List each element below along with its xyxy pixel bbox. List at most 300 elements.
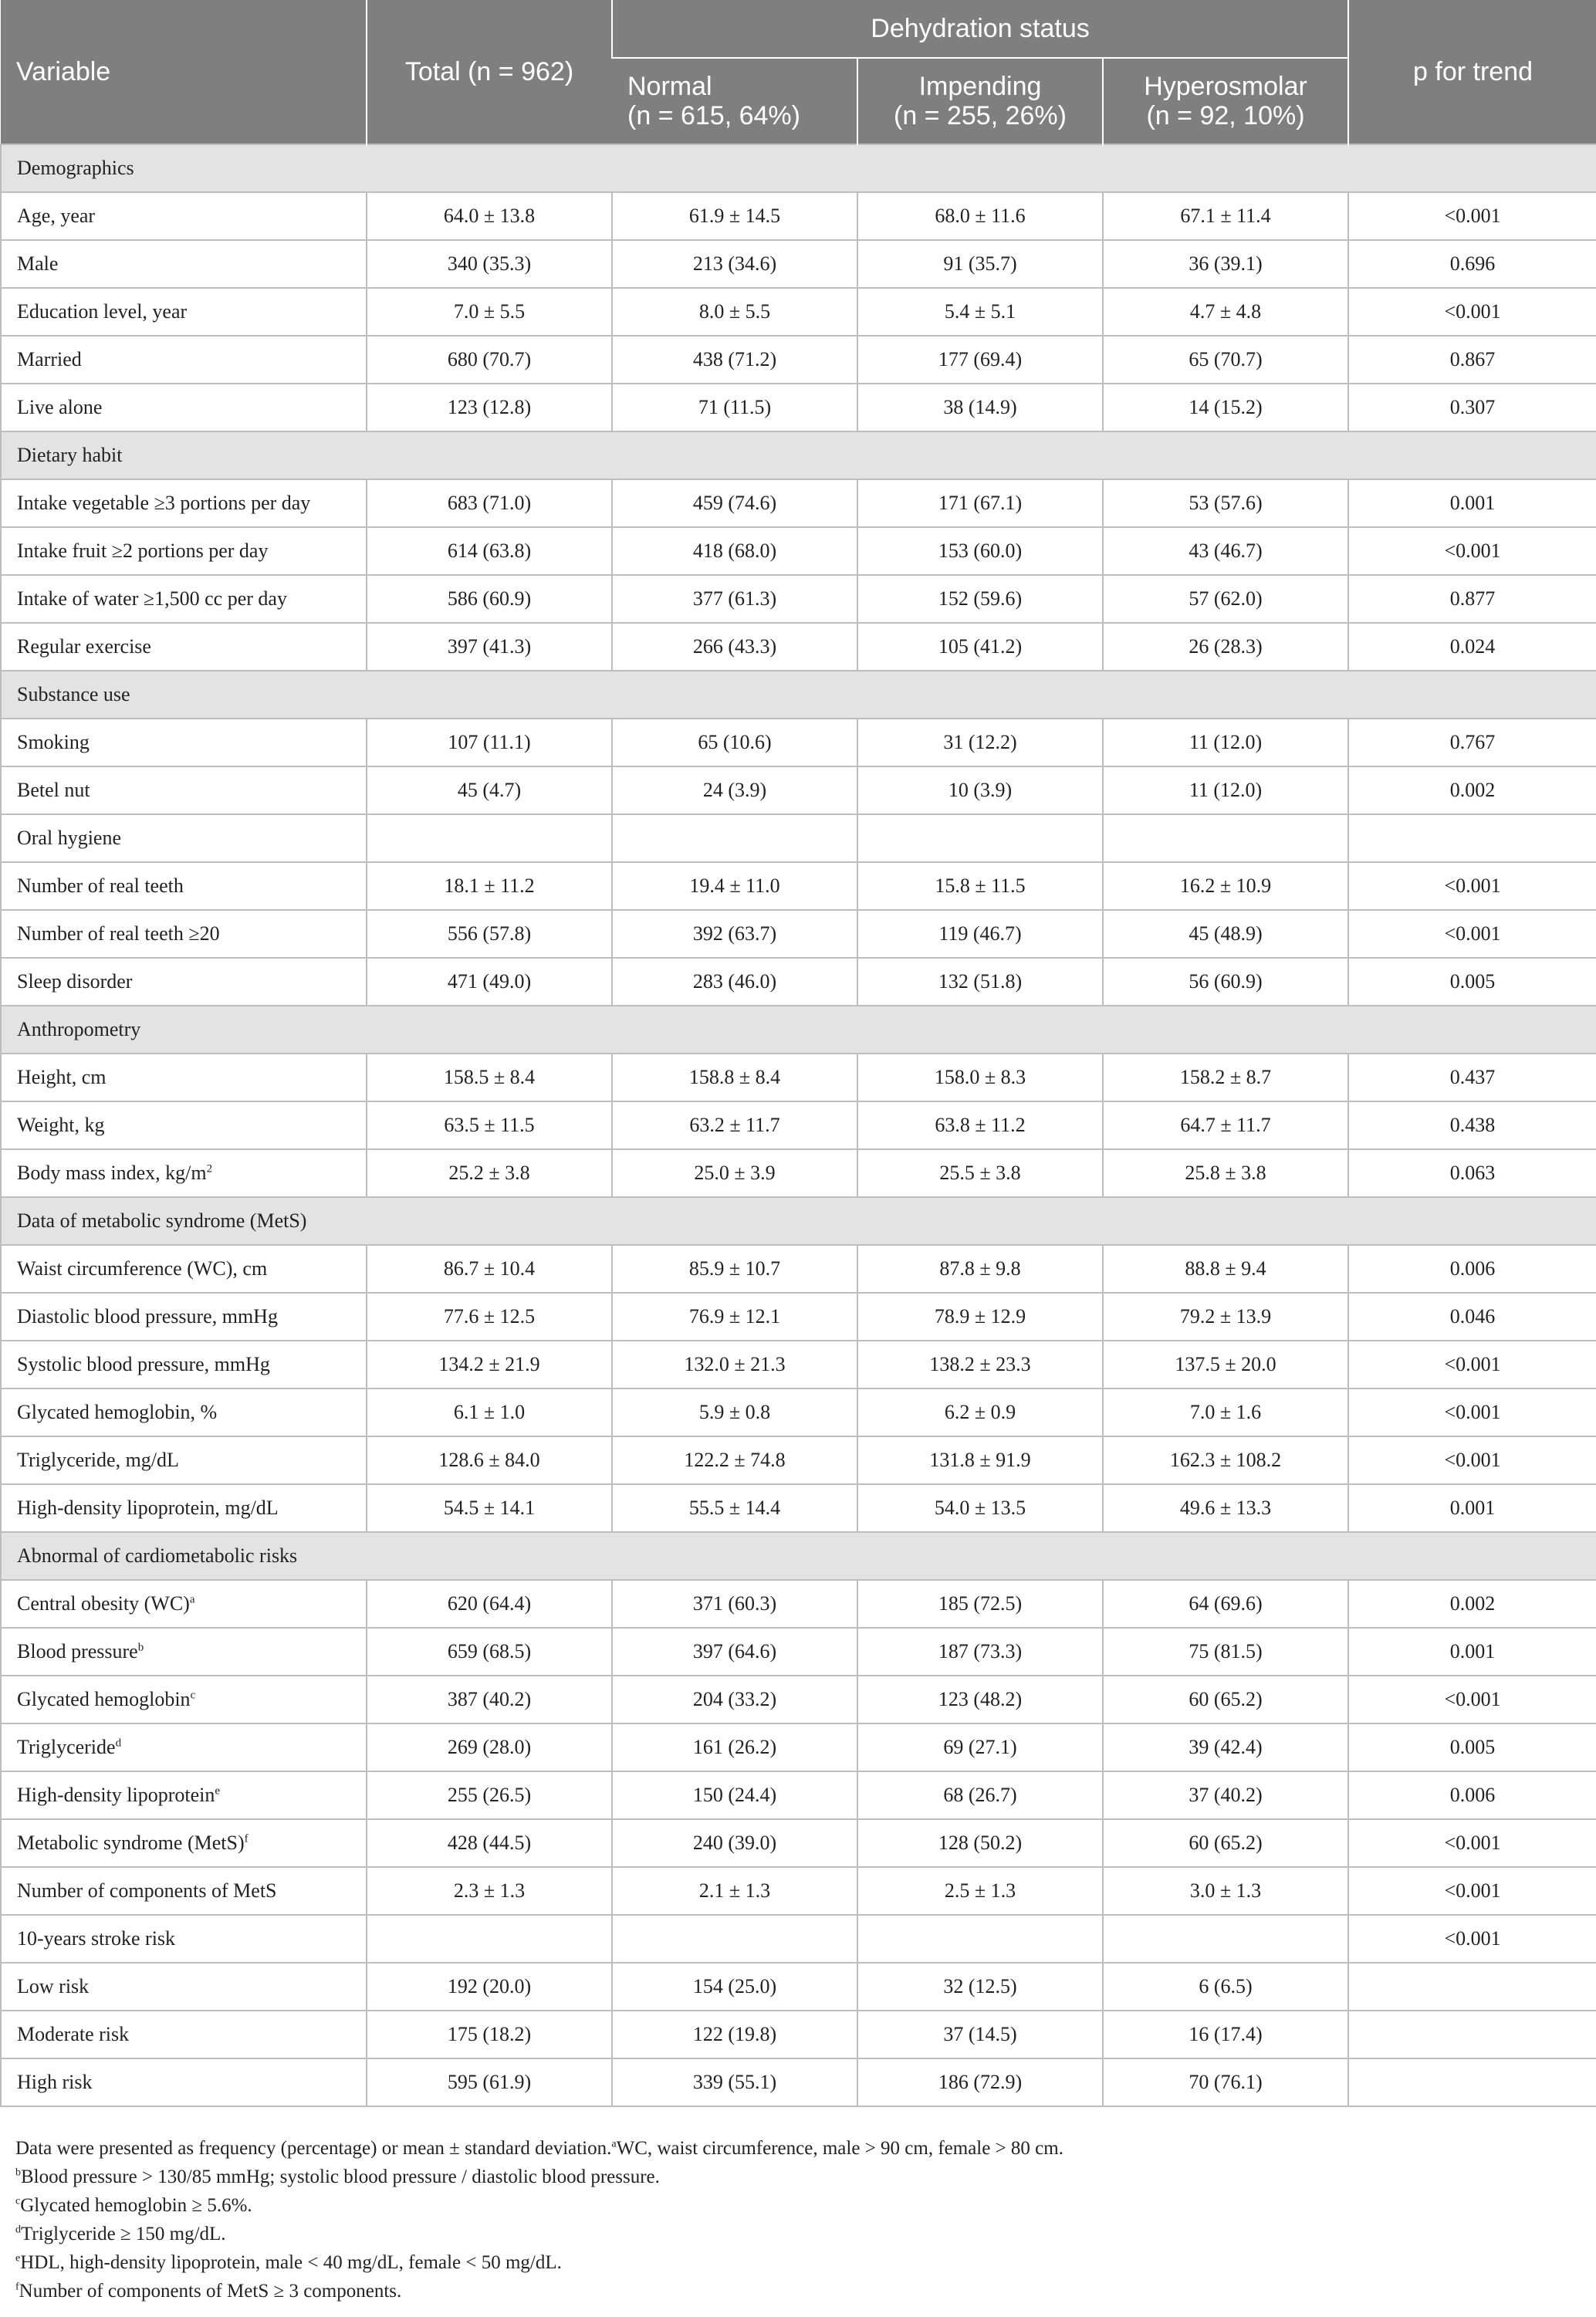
cell-p	[1348, 2058, 1596, 2106]
cell-impending: 78.9 ± 12.9	[857, 1293, 1103, 1341]
cell-p: <0.001	[1348, 192, 1596, 240]
cell-normal: 204 (33.2)	[612, 1676, 857, 1723]
row-label-text: Glycated hemoglobin, %	[17, 1401, 218, 1423]
table-row	[1, 910, 1596, 958]
table-row	[1, 1771, 1596, 1819]
header-total-text: Total (n = 962)	[404, 57, 574, 86]
cell-hyper: 14 (15.2)	[1103, 384, 1348, 431]
cell-total: 471 (49.0)	[367, 958, 612, 1006]
table-row	[1, 479, 1596, 527]
row-label	[1, 1293, 367, 1341]
cell-impending: 123 (48.2)	[857, 1676, 1103, 1723]
footnote-text: Number of components of MetS ≥ 3 components.	[19, 2281, 402, 2302]
section-label: Data of metabolic syndrome (MetS)	[1, 1197, 1596, 1245]
row-label-text: High-density lipoprotein	[17, 1784, 215, 1806]
cell-total: 107 (11.1)	[367, 719, 612, 766]
cell-hyper: 64 (69.6)	[1103, 1580, 1348, 1628]
cell-hyper: 49.6 ± 13.3	[1103, 1484, 1348, 1532]
section-row	[1, 431, 1596, 479]
cell-total: 18.1 ± 11.2	[367, 862, 612, 910]
row-label-text: Systolic blood pressure, mmHg	[17, 1353, 270, 1375]
header-variable: Variable	[1, 0, 367, 144]
table-row	[1, 1963, 1596, 2011]
table-row	[1, 240, 1596, 288]
cell-normal: 418 (68.0)	[612, 527, 857, 575]
row-label-text: Central obesity (WC)	[17, 1592, 190, 1615]
cell-hyper: 60 (65.2)	[1103, 1819, 1348, 1867]
cell-hyper: 43 (46.7)	[1103, 527, 1348, 575]
cell-total: 86.7 ± 10.4	[367, 1245, 612, 1293]
cell-p: 0.696	[1348, 240, 1596, 288]
row-label-text: Number of real teeth ≥20	[17, 922, 220, 945]
cell-impending: 128 (50.2)	[857, 1819, 1103, 1867]
row-label	[1, 336, 367, 384]
table-row	[1, 1867, 1596, 1915]
table-body	[1, 144, 1596, 2106]
cell-impending: 105 (41.2)	[857, 623, 1103, 671]
row-label	[1, 1580, 367, 1628]
cell-p: 0.001	[1348, 479, 1596, 527]
cell-p: 0.002	[1348, 766, 1596, 814]
cell-impending: 171 (67.1)	[857, 479, 1103, 527]
header-total	[367, 0, 612, 144]
row-label-text: Moderate risk	[17, 2023, 130, 2045]
row-label	[1, 623, 367, 671]
table-row	[1, 2058, 1596, 2106]
cell-total: 595 (61.9)	[367, 2058, 612, 2106]
cell-impending: 187 (73.3)	[857, 1628, 1103, 1676]
row-label	[1, 958, 367, 1006]
cell-p	[1348, 2011, 1596, 2058]
row-label-text: Intake fruit ≥2 portions per day	[17, 540, 269, 562]
table-row	[1, 1293, 1596, 1341]
table-footnotes	[15, 2134, 1582, 2305]
cell-impending: 38 (14.9)	[857, 384, 1103, 431]
row-label-text: Male	[17, 252, 59, 275]
row-label	[1, 814, 367, 862]
cell-normal: 150 (24.4)	[612, 1771, 857, 1819]
footnote	[15, 2248, 1582, 2277]
table-row	[1, 1389, 1596, 1436]
cell-hyper	[1103, 814, 1348, 862]
cell-impending: 177 (69.4)	[857, 336, 1103, 384]
header-normal-line1: Normal	[627, 72, 712, 101]
cell-p: <0.001	[1348, 1341, 1596, 1389]
cell-impending: 54.0 ± 13.5	[857, 1484, 1103, 1532]
cell-hyper: 75 (81.5)	[1103, 1628, 1348, 1676]
footnote-marker: a	[611, 2138, 617, 2150]
row-label-text: Low risk	[17, 1975, 90, 1997]
cell-total: 54.5 ± 14.1	[367, 1484, 612, 1532]
cell-total: 387 (40.2)	[367, 1676, 612, 1723]
cell-impending	[857, 814, 1103, 862]
cell-impending: 138.2 ± 23.3	[857, 1341, 1103, 1389]
table-row	[1, 719, 1596, 766]
footnote-text: Data were presented as frequency (percentage) or mean ± standard deviation.	[15, 2138, 612, 2159]
cell-normal: 154 (25.0)	[612, 1963, 857, 2011]
cell-impending: 132 (51.8)	[857, 958, 1103, 1006]
row-label	[1, 479, 367, 527]
cell-p: <0.001	[1348, 1867, 1596, 1915]
cell-impending: 186 (72.9)	[857, 2058, 1103, 2106]
table-row	[1, 1819, 1596, 1867]
row-label	[1, 1484, 367, 1532]
footnote-marker: d	[15, 2224, 21, 2236]
cell-impending: 68.0 ± 11.6	[857, 192, 1103, 240]
cell-normal: 65 (10.6)	[612, 719, 857, 766]
cell-normal: 266 (43.3)	[612, 623, 857, 671]
cell-total: 683 (71.0)	[367, 479, 612, 527]
table-row	[1, 1676, 1596, 1723]
cell-total: 269 (28.0)	[367, 1723, 612, 1771]
row-label	[1, 1867, 367, 1915]
cell-normal: 161 (26.2)	[612, 1723, 857, 1771]
cell-hyper: 53 (57.6)	[1103, 479, 1348, 527]
cell-p: 0.006	[1348, 1771, 1596, 1819]
cell-p: 0.437	[1348, 1054, 1596, 1101]
cell-p: 0.005	[1348, 958, 1596, 1006]
row-label-text: Glycated hemoglobin	[17, 1688, 191, 1710]
row-label	[1, 1245, 367, 1293]
row-label	[1, 2011, 367, 2058]
table-row	[1, 1341, 1596, 1389]
row-label	[1, 1771, 367, 1819]
cell-impending: 37 (14.5)	[857, 2011, 1103, 2058]
cell-impending: 152 (59.6)	[857, 575, 1103, 623]
cell-impending: 10 (3.9)	[857, 766, 1103, 814]
cell-normal: 240 (39.0)	[612, 1819, 857, 1867]
cell-total: 556 (57.8)	[367, 910, 612, 958]
cell-p	[1348, 814, 1596, 862]
footnote-marker: f	[244, 1832, 249, 1845]
cell-total: 659 (68.5)	[367, 1628, 612, 1676]
cell-normal: 339 (55.1)	[612, 2058, 857, 2106]
cell-normal: 283 (46.0)	[612, 958, 857, 1006]
cell-total: 175 (18.2)	[367, 2011, 612, 2058]
table-row	[1, 1723, 1596, 1771]
section-row	[1, 144, 1596, 192]
footnote	[15, 2277, 1582, 2305]
table-row	[1, 1484, 1596, 1532]
cell-normal: 5.9 ± 0.8	[612, 1389, 857, 1436]
cell-total: 6.1 ± 1.0	[367, 1389, 612, 1436]
cell-p: 0.307	[1348, 384, 1596, 431]
row-label	[1, 1628, 367, 1676]
header-impending-line2: (n = 255, 26%)	[894, 101, 1067, 130]
table-row	[1, 958, 1596, 1006]
header-impending-line1: Impending	[918, 72, 1042, 101]
row-label-text: Intake of water ≥1,500 cc per day	[17, 587, 287, 610]
footnote-marker: d	[115, 1737, 122, 1750]
cell-impending: 15.8 ± 11.5	[857, 862, 1103, 910]
row-label	[1, 1676, 367, 1723]
row-label	[1, 766, 367, 814]
section-row	[1, 1532, 1596, 1580]
row-label-text: Regular exercise	[17, 635, 151, 658]
row-label	[1, 1723, 367, 1771]
row-label	[1, 527, 367, 575]
row-label-text: Betel nut	[17, 779, 90, 801]
table-row	[1, 1054, 1596, 1101]
cell-total	[367, 1915, 612, 1963]
footnote-text: Glycated hemoglobin ≥ 5.6%.	[20, 2195, 252, 2216]
cell-hyper: 11 (12.0)	[1103, 766, 1348, 814]
cell-total: 128.6 ± 84.0	[367, 1436, 612, 1484]
row-label	[1, 1389, 367, 1436]
cell-normal: 25.0 ± 3.9	[612, 1149, 857, 1197]
cell-hyper: 6 (6.5)	[1103, 1963, 1348, 2011]
cell-hyper: 36 (39.1)	[1103, 240, 1348, 288]
row-label-text: 10-years stroke risk	[17, 1927, 176, 1950]
header-hyperosmolar	[1103, 58, 1348, 144]
row-label-text: Weight, kg	[17, 1114, 105, 1136]
header-hyper-line2: (n = 92, 10%)	[1146, 101, 1305, 130]
cell-hyper: 37 (40.2)	[1103, 1771, 1348, 1819]
cell-p: <0.001	[1348, 288, 1596, 336]
row-label-text: High risk	[17, 2071, 93, 2093]
cell-total: 192 (20.0)	[367, 1963, 612, 2011]
row-label	[1, 1963, 367, 2011]
table-row	[1, 1245, 1596, 1293]
cell-hyper	[1103, 1915, 1348, 1963]
section-row	[1, 1006, 1596, 1054]
footnote-marker: f	[15, 2281, 19, 2293]
cell-hyper: 67.1 ± 11.4	[1103, 192, 1348, 240]
cell-p: 0.001	[1348, 1484, 1596, 1532]
cell-normal: 85.9 ± 10.7	[612, 1245, 857, 1293]
cell-hyper: 39 (42.4)	[1103, 1723, 1348, 1771]
cell-p: <0.001	[1348, 1819, 1596, 1867]
section-label: Dietary habit	[1, 431, 1596, 479]
cell-normal: 122 (19.8)	[612, 2011, 857, 2058]
cell-p: <0.001	[1348, 1436, 1596, 1484]
cell-normal: 132.0 ± 21.3	[612, 1341, 857, 1389]
row-label-text: High-density lipoprotein, mg/dL	[17, 1497, 279, 1519]
cell-hyper: 16 (17.4)	[1103, 2011, 1348, 2058]
header-normal-line2: (n = 615, 64%)	[627, 101, 800, 130]
footnote-marker: 2	[206, 1162, 213, 1175]
cell-p: 0.024	[1348, 623, 1596, 671]
cell-hyper: 88.8 ± 9.4	[1103, 1245, 1348, 1293]
cell-impending: 69 (27.1)	[857, 1723, 1103, 1771]
row-label-text: Metabolic syndrome (MetS)	[17, 1832, 245, 1854]
footnote-marker: e	[15, 2252, 21, 2265]
cell-p: <0.001	[1348, 1915, 1596, 1963]
cell-hyper: 162.3 ± 108.2	[1103, 1436, 1348, 1484]
cell-p: <0.001	[1348, 527, 1596, 575]
row-label-text: Sleep disorder	[17, 970, 133, 993]
row-label	[1, 862, 367, 910]
cell-normal: 55.5 ± 14.4	[612, 1484, 857, 1532]
table-header	[1, 0, 1596, 144]
cell-normal: 122.2 ± 74.8	[612, 1436, 857, 1484]
cell-hyper: 7.0 ± 1.6	[1103, 1389, 1348, 1436]
row-label	[1, 1819, 367, 1867]
table-row	[1, 1628, 1596, 1676]
cell-normal: 377 (61.3)	[612, 575, 857, 623]
row-label	[1, 910, 367, 958]
cell-total: 123 (12.8)	[367, 384, 612, 431]
cell-impending: 119 (46.7)	[857, 910, 1103, 958]
cell-total: 397 (41.3)	[367, 623, 612, 671]
cell-total: 25.2 ± 3.8	[367, 1149, 612, 1197]
cell-normal: 392 (63.7)	[612, 910, 857, 958]
footnote	[15, 2163, 1582, 2191]
cell-p: <0.001	[1348, 1389, 1596, 1436]
table-row	[1, 2011, 1596, 2058]
cell-impending: 25.5 ± 3.8	[857, 1149, 1103, 1197]
cell-p: 0.046	[1348, 1293, 1596, 1341]
section-row	[1, 671, 1596, 719]
cell-p: 0.005	[1348, 1723, 1596, 1771]
cell-hyper: 79.2 ± 13.9	[1103, 1293, 1348, 1341]
footnote-marker: b	[137, 1641, 144, 1654]
cell-hyper: 11 (12.0)	[1103, 719, 1348, 766]
table-row	[1, 623, 1596, 671]
row-label-text: Height, cm	[17, 1066, 107, 1088]
cell-total: 680 (70.7)	[367, 336, 612, 384]
cell-normal: 24 (3.9)	[612, 766, 857, 814]
cell-total: 586 (60.9)	[367, 575, 612, 623]
row-label-text: Age, year	[17, 205, 96, 227]
cell-hyper: 4.7 ± 4.8	[1103, 288, 1348, 336]
row-label-text: Blood pressure	[17, 1640, 138, 1662]
cell-normal: 63.2 ± 11.7	[612, 1101, 857, 1149]
cell-normal: 76.9 ± 12.1	[612, 1293, 857, 1341]
cell-impending: 32 (12.5)	[857, 1963, 1103, 2011]
cell-impending: 185 (72.5)	[857, 1580, 1103, 1628]
header-impending	[857, 58, 1103, 144]
cell-total: 620 (64.4)	[367, 1580, 612, 1628]
row-label	[1, 2058, 367, 2106]
cell-normal: 459 (74.6)	[612, 479, 857, 527]
row-label	[1, 192, 367, 240]
footnote-text: Blood pressure > 130/85 mmHg; systolic blood pressure / diastolic blood pressure.	[21, 2166, 660, 2187]
cell-p: 0.438	[1348, 1101, 1596, 1149]
cell-total: 45 (4.7)	[367, 766, 612, 814]
footnote-marker: e	[215, 1784, 221, 1798]
cell-impending: 31 (12.2)	[857, 719, 1103, 766]
cell-total: 2.3 ± 1.3	[367, 1867, 612, 1915]
table-row	[1, 1101, 1596, 1149]
table-row	[1, 192, 1596, 240]
row-label	[1, 1436, 367, 1484]
footnote	[15, 2134, 1582, 2163]
header-dehydration-status: Dehydration status	[612, 0, 1348, 58]
footnote-text: WC, waist circumference, male > 90 cm, female > 80 cm.	[616, 2138, 1063, 2159]
row-label	[1, 288, 367, 336]
cell-total: 428 (44.5)	[367, 1819, 612, 1867]
footnote-marker: c	[190, 1689, 196, 1702]
table-row	[1, 288, 1596, 336]
cell-p: 0.006	[1348, 1245, 1596, 1293]
table-row	[1, 1580, 1596, 1628]
cell-total: 77.6 ± 12.5	[367, 1293, 612, 1341]
cell-impending: 87.8 ± 9.8	[857, 1245, 1103, 1293]
cell-hyper: 64.7 ± 11.7	[1103, 1101, 1348, 1149]
cell-normal: 8.0 ± 5.5	[612, 288, 857, 336]
row-label	[1, 1341, 367, 1389]
row-label-text: Smoking	[17, 731, 90, 753]
row-label-text: Triglyceride	[17, 1736, 116, 1758]
row-label	[1, 1915, 367, 1963]
cell-p: 0.063	[1348, 1149, 1596, 1197]
cell-p: <0.001	[1348, 1676, 1596, 1723]
cell-total: 614 (63.8)	[367, 527, 612, 575]
footnote-marker: c	[15, 2195, 21, 2207]
cell-impending: 5.4 ± 5.1	[857, 288, 1103, 336]
row-label	[1, 1054, 367, 1101]
footnote-text: Triglyceride ≥ 150 mg/dL.	[21, 2224, 226, 2244]
table-row	[1, 336, 1596, 384]
cell-normal: 213 (34.6)	[612, 240, 857, 288]
table-row	[1, 1149, 1596, 1197]
cell-p: 0.001	[1348, 1628, 1596, 1676]
row-label-text: Married	[17, 348, 82, 370]
cell-hyper: 56 (60.9)	[1103, 958, 1348, 1006]
cell-normal: 158.8 ± 8.4	[612, 1054, 857, 1101]
cell-hyper: 16.2 ± 10.9	[1103, 862, 1348, 910]
cell-p: 0.767	[1348, 719, 1596, 766]
table-row	[1, 766, 1596, 814]
section-label: Abnormal of cardiometabolic risks	[1, 1532, 1596, 1580]
cell-total: 340 (35.3)	[367, 240, 612, 288]
footnote	[15, 2191, 1582, 2220]
row-label-text: Number of real teeth	[17, 874, 184, 897]
cell-normal: 2.1 ± 1.3	[612, 1867, 857, 1915]
row-label	[1, 384, 367, 431]
row-label-text: Triglyceride, mg/dL	[17, 1449, 179, 1471]
row-label-text: Intake vegetable ≥3 portions per day	[17, 492, 311, 514]
section-label: Demographics	[1, 144, 1596, 192]
cell-total: 255 (26.5)	[367, 1771, 612, 1819]
row-label-text: Waist circumference (WC), cm	[17, 1257, 268, 1280]
cell-impending: 63.8 ± 11.2	[857, 1101, 1103, 1149]
cell-hyper: 60 (65.2)	[1103, 1676, 1348, 1723]
section-label: Anthropometry	[1, 1006, 1596, 1054]
row-label	[1, 240, 367, 288]
row-label	[1, 719, 367, 766]
cell-hyper: 57 (62.0)	[1103, 575, 1348, 623]
table-row	[1, 1915, 1596, 1963]
cell-normal: 397 (64.6)	[612, 1628, 857, 1676]
cell-impending: 153 (60.0)	[857, 527, 1103, 575]
table-row	[1, 1436, 1596, 1484]
cell-normal: 71 (11.5)	[612, 384, 857, 431]
cell-impending: 158.0 ± 8.3	[857, 1054, 1103, 1101]
cell-total: 134.2 ± 21.9	[367, 1341, 612, 1389]
cell-total	[367, 814, 612, 862]
row-label-text: Live alone	[17, 396, 103, 418]
cell-total: 158.5 ± 8.4	[367, 1054, 612, 1101]
cell-hyper: 26 (28.3)	[1103, 623, 1348, 671]
table-row	[1, 575, 1596, 623]
cell-p: <0.001	[1348, 910, 1596, 958]
table-row	[1, 862, 1596, 910]
table-row	[1, 527, 1596, 575]
cell-impending: 6.2 ± 0.9	[857, 1389, 1103, 1436]
table-row	[1, 384, 1596, 431]
header-hyper-line1: Hyperosmolar	[1144, 72, 1307, 101]
cell-normal: 371 (60.3)	[612, 1580, 857, 1628]
row-label	[1, 1149, 367, 1197]
footnote	[15, 2220, 1582, 2248]
cell-p: 0.877	[1348, 575, 1596, 623]
row-label-text: Body mass index, kg/m	[17, 1162, 207, 1184]
cell-normal: 19.4 ± 11.0	[612, 862, 857, 910]
cell-impending: 91 (35.7)	[857, 240, 1103, 288]
footnote-marker: a	[189, 1593, 195, 1606]
